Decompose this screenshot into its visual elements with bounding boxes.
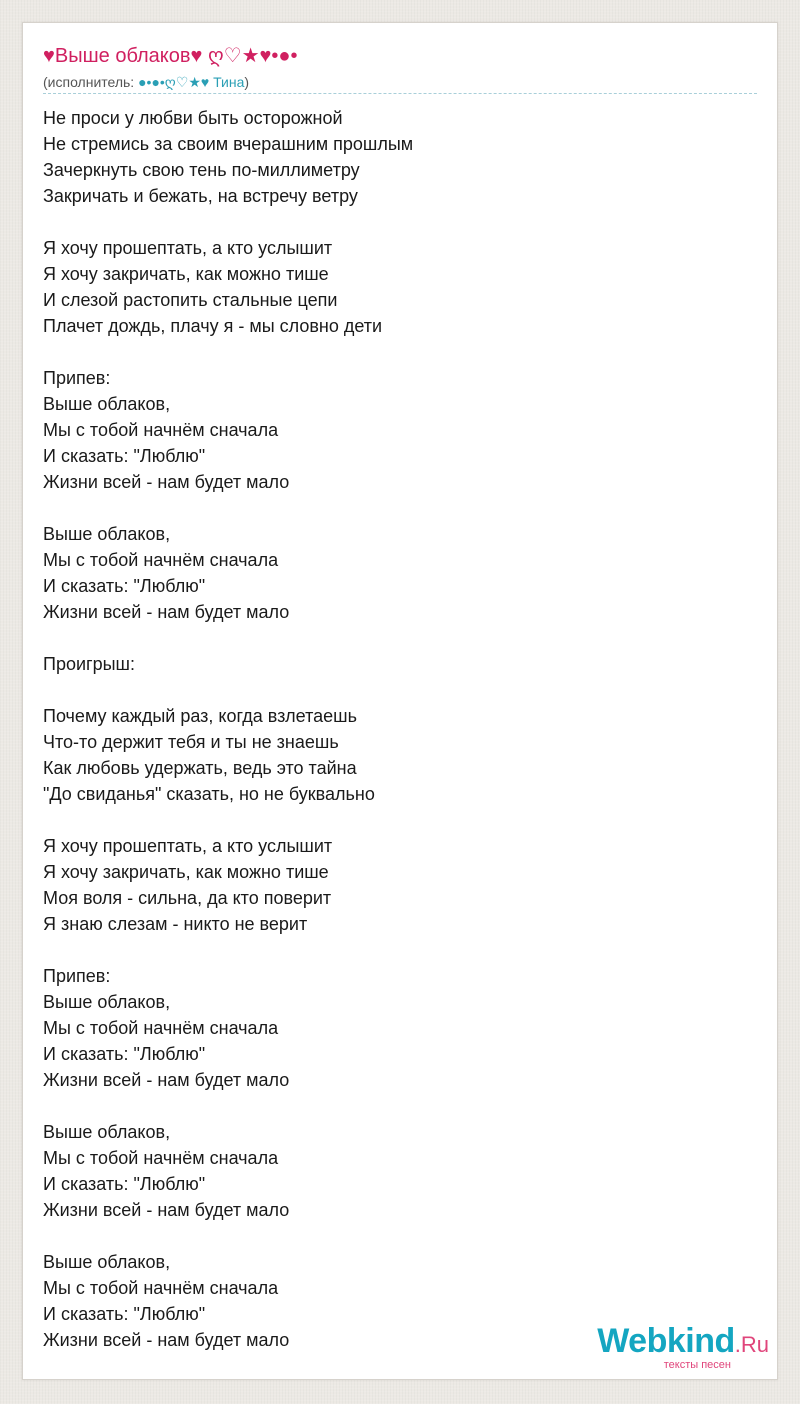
stanza-break xyxy=(43,677,413,703)
lyric-line: И сказать: "Люблю" xyxy=(43,1174,206,1194)
lyrics-card xyxy=(22,22,778,1380)
byline-prefix: (исполнитель: xyxy=(43,74,139,90)
lyric-line: Выше облаков, xyxy=(43,992,171,1012)
logo-name: Webkind xyxy=(597,1322,735,1360)
lyric-line: Жизни всей - нам будет мало xyxy=(43,472,290,492)
lyric-line: Закричать и бежать, на встречу ветру xyxy=(43,186,358,206)
stanza-break xyxy=(43,209,413,235)
lyric-line: И сказать: "Люблю" xyxy=(43,1044,206,1064)
lyric-line: Выше облаков, xyxy=(43,394,171,414)
lyric-line: Моя воля - сильна, да кто поверит xyxy=(43,888,332,908)
lyric-line: И слезой растопить стальные цепи xyxy=(43,290,338,310)
lyric-line: Я хочу закричать, как можно тише xyxy=(43,264,329,284)
lyric-line: Я хочу закричать, как можно тише xyxy=(43,862,329,882)
lyric-line: Мы с тобой начнём сначала xyxy=(43,420,279,440)
lyric-line: Плачет дождь, плачу я - мы словно дети xyxy=(43,316,383,336)
byline-suffix: ) xyxy=(244,74,250,90)
stanza-break xyxy=(43,1223,413,1249)
lyric-line: Мы с тобой начнём сначала xyxy=(43,1148,279,1168)
lyric-line: Я хочу прошептать, а кто услышит xyxy=(43,238,333,258)
lyric-line: Жизни всей - нам будет мало xyxy=(43,1330,290,1350)
lyric-line: И сказать: "Люблю" xyxy=(43,576,206,596)
site-logo[interactable] xyxy=(579,1323,769,1371)
lyric-line: Припев: xyxy=(43,966,111,986)
song-title: ♥Выше облаков♥ ღ♡★♥•●• xyxy=(43,45,298,67)
stanza-break xyxy=(43,495,413,521)
lyrics-text xyxy=(43,105,413,1353)
artist-link[interactable]: ●•●•ღ♡★♥ Тина xyxy=(138,74,245,90)
stanza-break xyxy=(43,1093,413,1119)
stanza-break xyxy=(43,339,413,365)
lyric-line: Жизни всей - нам будет мало xyxy=(43,1200,290,1220)
logo-wordmark xyxy=(579,1323,769,1363)
lyric-line: Жизни всей - нам будет мало xyxy=(43,1070,290,1090)
lyric-line: Выше облаков, xyxy=(43,524,171,544)
lyric-line: Почему каждый раз, когда взлетаешь xyxy=(43,706,357,726)
lyric-line: Не проси у любви быть осторожной xyxy=(43,108,343,128)
logo-tld: .Ru xyxy=(734,1332,769,1357)
lyric-line: Не стремись за своим вчерашним прошлым xyxy=(43,134,414,154)
lyric-line: Я знаю слезам - никто не верит xyxy=(43,914,308,934)
lyric-line: Жизни всей - нам будет мало xyxy=(43,602,290,622)
lyric-line: Мы с тобой начнём сначала xyxy=(43,1278,279,1298)
lyric-line: Как любовь удержать, ведь это тайна xyxy=(43,758,357,778)
stanza-break xyxy=(43,937,413,963)
lyric-line: Проигрыш: xyxy=(43,654,135,674)
stanza-break xyxy=(43,807,413,833)
logo-tagline: тексты песен xyxy=(663,1359,731,1371)
artist-byline xyxy=(43,73,249,91)
lyric-line: И сказать: "Люблю" xyxy=(43,446,206,466)
header-divider xyxy=(43,93,757,94)
lyric-line: Зачеркнуть свою тень по-миллиметру xyxy=(43,160,360,180)
lyric-line: Выше облаков, xyxy=(43,1252,171,1272)
lyric-line: И сказать: "Люблю" xyxy=(43,1304,206,1324)
lyric-line: "До свиданья" сказать, но не буквально xyxy=(43,784,375,804)
lyric-line: Мы с тобой начнём сначала xyxy=(43,550,279,570)
lyric-line: Припев: xyxy=(43,368,111,388)
lyric-line: Мы с тобой начнём сначала xyxy=(43,1018,279,1038)
lyric-line: Выше облаков, xyxy=(43,1122,171,1142)
lyric-line: Я хочу прошептать, а кто услышит xyxy=(43,836,333,856)
lyric-line: Что-то держит тебя и ты не знаешь xyxy=(43,732,339,752)
stanza-break xyxy=(43,625,413,651)
